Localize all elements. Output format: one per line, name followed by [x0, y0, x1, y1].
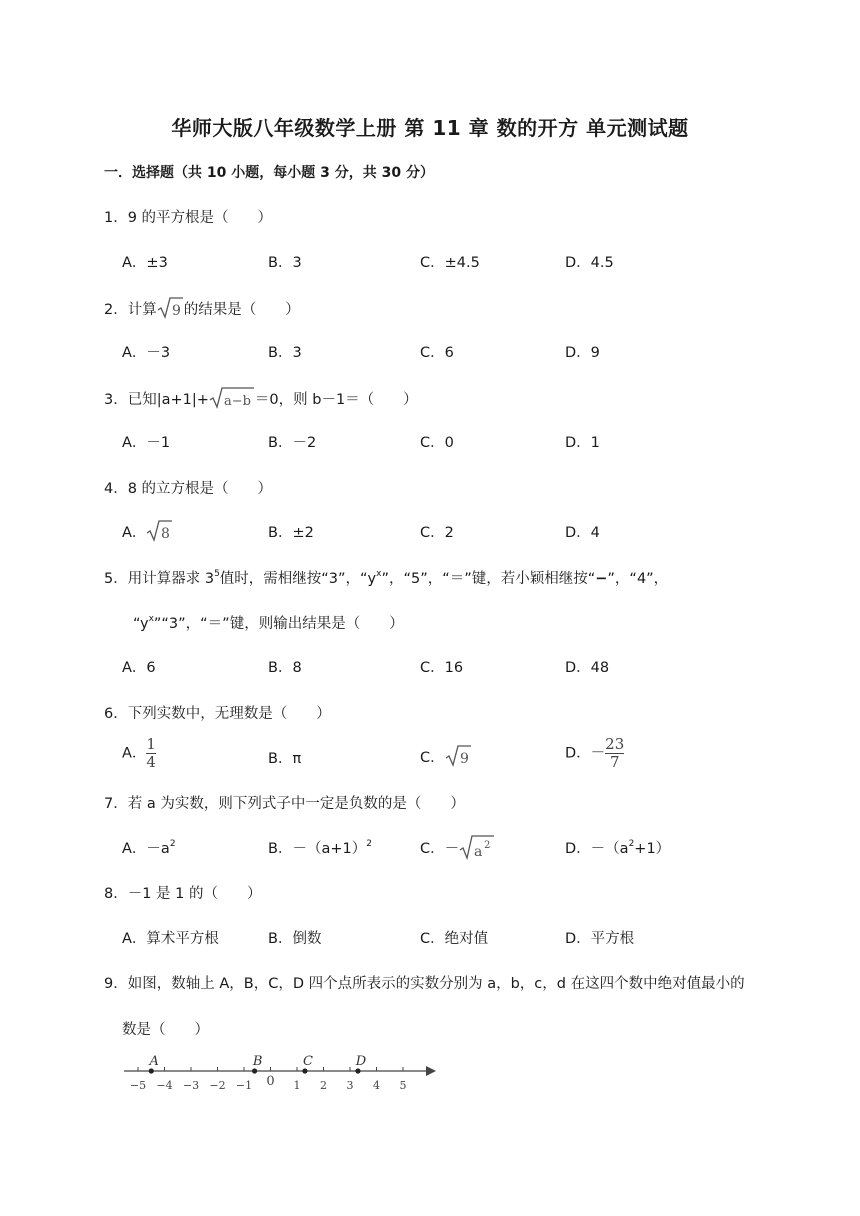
q5-minus-key: − [595, 571, 608, 587]
q7-option-d-suffix: +1） [634, 841, 671, 857]
q4-option-c: C．2 [420, 525, 454, 541]
number-line-tick-label: 0 [266, 1074, 275, 1089]
q4-option-d: D．4 [565, 525, 600, 541]
question-5-line-2 [133, 612, 404, 633]
fraction-numerator: 1 [146, 735, 156, 753]
sqrt-symbol [445, 745, 472, 771]
number-line [120, 1047, 440, 1097]
q7-radicand: a [474, 844, 483, 860]
number-line-point [252, 1068, 257, 1073]
fraction [605, 737, 624, 770]
question-2-stem [104, 297, 300, 323]
q5-exponent: 5 [214, 569, 220, 579]
number-line-tick-label: −1 [235, 1079, 253, 1092]
q5-key-exponent: x [376, 569, 382, 579]
q6-option-d-label: D．－ [565, 745, 606, 762]
q8-option-a: A．算术平方根 [122, 931, 219, 947]
q7-option-c [420, 834, 495, 864]
question-7-stem: 7．若 a 为实数，则下列式子中一定是负数的是（ ） [104, 796, 465, 812]
q1-option-a: A．±3 [122, 255, 168, 271]
q6-radicand: 9 [459, 751, 469, 767]
q5-text-a: 5．用计算器求 3 [104, 571, 215, 587]
number-line-tick-label: 5 [399, 1079, 407, 1092]
q2-stem-suffix: 的结果是（ ） [183, 302, 300, 318]
number-line-tick-label: −2 [209, 1079, 226, 1092]
q2-option-c: C．6 [420, 345, 454, 361]
q8-option-c: C．绝对值 [420, 931, 489, 947]
q7-option-b [268, 837, 372, 858]
q2-radicand: 9 [171, 303, 181, 319]
exponent: 2 [628, 839, 635, 849]
q3-stem-prefix: 3．已知|a+1|+ [104, 392, 209, 408]
q4-option-a [122, 520, 173, 546]
number-line-point [355, 1068, 360, 1073]
q5-option-d: D．48 [565, 660, 610, 676]
q6-option-c-label: C． [420, 750, 445, 766]
q7-option-d-text: D．－（a [565, 841, 629, 857]
arrow-right-icon [426, 1066, 436, 1076]
q5-line2-text-a: “y [133, 616, 149, 632]
q2-option-d: D．9 [565, 345, 600, 361]
q3-stem-suffix: ＝0，则 b－1＝（ ） [254, 392, 418, 408]
fraction [146, 737, 156, 770]
q6-option-b: B．π [268, 751, 302, 767]
number-line-point-label: C [302, 1054, 313, 1069]
q1-option-b: B．3 [268, 255, 302, 271]
number-line-tick-label: −5 [129, 1079, 147, 1092]
q2-stem-prefix: 2．计算 [104, 302, 157, 318]
section-heading: 一．选择题（共 10 小题，每小题 3 分，共 30 分） [104, 165, 434, 181]
q1-option-c: C．±4.5 [420, 255, 480, 271]
question-6-stem: 6．下列实数中，无理数是（ ） [104, 706, 331, 722]
question-4-stem: 4．8 的立方根是（ ） [104, 481, 273, 497]
q5-option-c: C．16 [420, 660, 464, 676]
exponent: 2 [169, 839, 176, 849]
question-3-stem [104, 387, 418, 413]
q2-option-a: A．－3 [122, 345, 171, 361]
q2-option-b: B．3 [268, 345, 302, 361]
q6-option-c [420, 745, 472, 771]
q6-option-a-label: A． [122, 745, 147, 762]
number-line-tick-label: 2 [320, 1079, 327, 1092]
q3-option-b: B．－2 [268, 435, 317, 451]
q5-line2-text-b: ”“3”，“＝”键，则输出结果是（ ） [153, 616, 404, 632]
q4-option-b: B．±2 [268, 525, 314, 541]
number-line-point-label: B [252, 1054, 263, 1069]
page-title: 华师大版八年级数学上册 第 11 章 数的开方 单元测试题 [171, 116, 689, 140]
sqrt-symbol [157, 297, 184, 323]
q4-option-a-label: A． [122, 525, 147, 541]
number-line-point [302, 1068, 307, 1073]
q5-line2-exponent: x [148, 614, 154, 624]
q3-option-c: C．0 [420, 435, 454, 451]
sqrt-symbol [146, 520, 173, 546]
fraction-denominator: 4 [146, 753, 156, 771]
question-1-stem: 1．9 的平方根是（ ） [104, 210, 273, 226]
q5-text-b: 值时，需相继按“3”，“y [219, 571, 377, 587]
fraction-denominator: 7 [609, 753, 620, 771]
number-line-point [149, 1068, 154, 1073]
q5-option-a: A．6 [122, 660, 156, 676]
question-9-line-1: 9．如图，数轴上 A，B，C，D 四个点所表示的实数分别为 a，b，c，d 在这四个数中绝对值最小的 [104, 976, 745, 992]
q5-text-c: ”，“5”，“＝”键，若小颖相继按“ [381, 571, 596, 587]
number-line-tick-label: 3 [346, 1079, 354, 1092]
number-line-tick-label: −4 [156, 1079, 173, 1092]
q1-option-d: D．4.5 [565, 255, 614, 271]
q7-option-a-text: A．－a [122, 841, 170, 857]
number-line-tick-label: 4 [373, 1079, 380, 1092]
q7-option-c-label: C．－ [420, 841, 460, 857]
number-line-tick-label: −3 [182, 1079, 200, 1092]
q7-option-a [122, 837, 176, 858]
q6-option-a [122, 737, 156, 770]
q6-option-d [565, 737, 624, 770]
q3-option-d: D．1 [565, 435, 600, 451]
number-line-point-label: A [149, 1054, 159, 1069]
number-line-tick-label: 1 [293, 1079, 301, 1092]
q3-radicand: a−b [223, 394, 251, 409]
q5-option-b: B．8 [268, 660, 302, 676]
q7-radicand-exponent: 2 [484, 840, 491, 851]
sqrt-symbol [209, 387, 255, 413]
question-8-stem: 8．－1 是 1 的（ ） [104, 886, 262, 902]
exponent: 2 [366, 839, 372, 849]
question-9-line-2: 数是（ ） [122, 1022, 209, 1038]
sqrt-symbol [459, 834, 495, 864]
question-5-line-1 [104, 567, 668, 588]
fraction-numerator: 23 [605, 735, 625, 753]
q8-option-b: B．倒数 [268, 931, 322, 947]
q3-option-a: A．－1 [122, 435, 171, 451]
q8-option-d: D．平方根 [565, 931, 635, 947]
q7-option-d [565, 837, 670, 858]
number-line-point-label: D [355, 1054, 367, 1069]
q5-text-d: ”，“4”， [607, 571, 669, 587]
q4-radicand: 8 [161, 526, 171, 542]
q7-option-b-text: B．－（a+1） [268, 841, 367, 857]
